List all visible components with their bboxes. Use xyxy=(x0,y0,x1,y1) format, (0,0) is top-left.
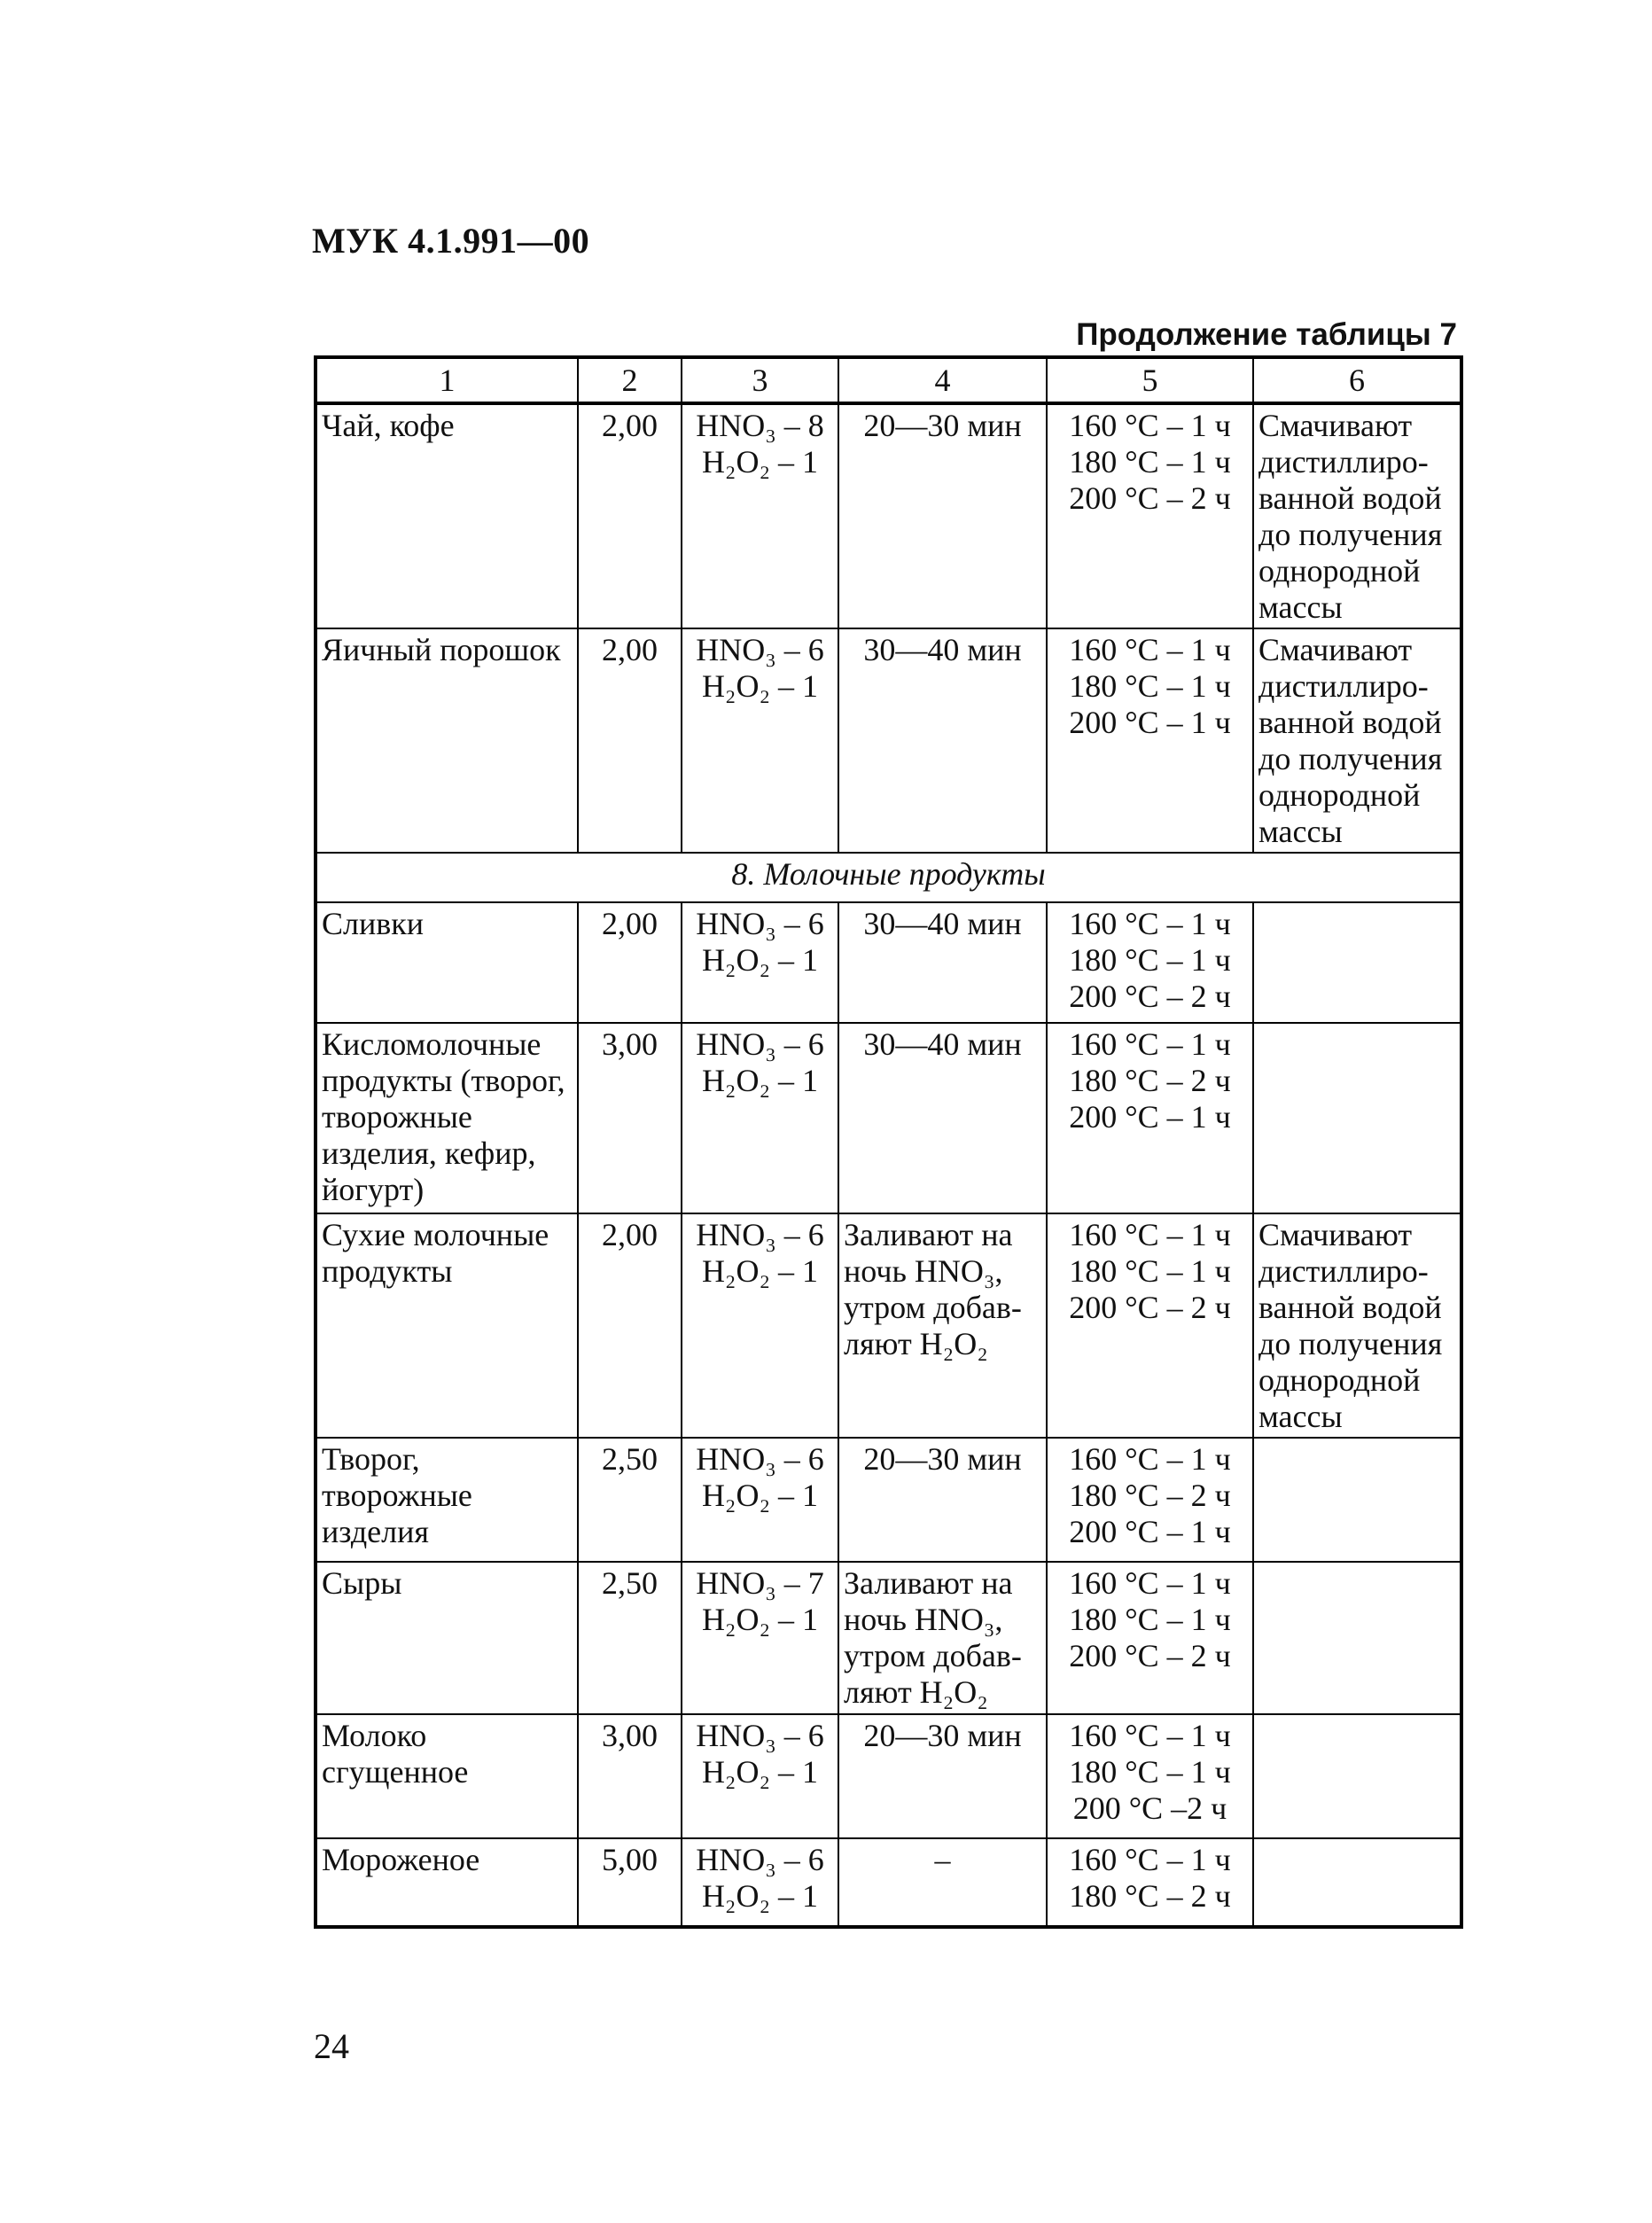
table-row xyxy=(316,1213,1461,1438)
product-cell: Творог, творожные изделия xyxy=(316,1438,578,1562)
reagent-cell xyxy=(682,1438,838,1562)
mass-cell: 2,50 xyxy=(578,1562,682,1714)
time-cell: 20—30 мин xyxy=(838,1438,1047,1562)
temperature-line: 180 °С – 1 ч xyxy=(1069,444,1231,480)
temperature-cell xyxy=(1047,902,1253,1023)
reagent-line: HNO₃ – 6 xyxy=(696,1026,824,1062)
reagent-cell xyxy=(682,1213,838,1438)
reagent-cell xyxy=(682,1023,838,1213)
table-row xyxy=(316,1838,1461,1927)
reagent-line: HNO₃ – 6 xyxy=(696,1441,824,1477)
reagent-cell xyxy=(682,1714,838,1838)
temperature-cell xyxy=(1047,628,1253,853)
section-title: 8. Молочные продукты xyxy=(316,853,1461,902)
product-cell: Чай, кофе xyxy=(316,403,578,628)
temperature-line: 200 °С – 2 ч xyxy=(1069,480,1231,516)
product-cell: Молоко сгущенное xyxy=(316,1714,578,1838)
column-header: 2 xyxy=(578,357,682,403)
table-row xyxy=(316,902,1461,1023)
reagent-cell xyxy=(682,1838,838,1927)
temperature-line: 200 °С – 1 ч xyxy=(1069,705,1231,740)
reagent-line: HNO₃ – 6 xyxy=(696,632,824,667)
product-cell: Кисломолочные продукты (творог, творожные изделия, кефир, йогурт) xyxy=(316,1023,578,1213)
time-cell: 30—40 мин xyxy=(838,628,1047,853)
temperature-line: 200 °С – 1 ч xyxy=(1069,1514,1231,1549)
product-cell: Сливки xyxy=(316,902,578,1023)
page-number: 24 xyxy=(314,2026,349,2066)
reagent-line: HNO₃ – 6 xyxy=(696,1842,824,1877)
mass-cell: 3,00 xyxy=(578,1714,682,1838)
reagent-line: HNO₃ – 6 xyxy=(696,1718,824,1753)
note-cell: Смачивают дистиллиро- ванной водой до получения однородной массы xyxy=(1253,403,1461,628)
product-cell: Мороженое xyxy=(316,1838,578,1927)
reagent-cell xyxy=(682,1562,838,1714)
temperature-line: 180 °С – 2 ч xyxy=(1069,1878,1231,1914)
reagent-cell xyxy=(682,902,838,1023)
reagent-line: HNO₃ – 8 xyxy=(696,408,824,443)
mass-cell: 3,00 xyxy=(578,1023,682,1213)
column-header: 3 xyxy=(682,357,838,403)
temperature-line: 160 °С – 1 ч xyxy=(1069,1842,1231,1877)
mass-cell: 2,00 xyxy=(578,403,682,628)
temperature-line: 160 °С – 1 ч xyxy=(1069,632,1231,667)
note-cell: Смачивают дистиллиро- ванной водой до получения однородной массы xyxy=(1253,628,1461,853)
reagent-line: HNO₃ – 6 xyxy=(696,1217,824,1252)
reagent-cell xyxy=(682,628,838,853)
mass-cell: 5,00 xyxy=(578,1838,682,1927)
temperature-line: 160 °С – 1 ч xyxy=(1069,1026,1231,1062)
note-cell xyxy=(1253,1838,1461,1927)
note-cell xyxy=(1253,902,1461,1023)
time-cell: 30—40 мин xyxy=(838,1023,1047,1213)
time-cell: 30—40 мин xyxy=(838,902,1047,1023)
note-cell xyxy=(1253,1438,1461,1562)
table-row xyxy=(316,1562,1461,1714)
table-row xyxy=(316,403,1461,628)
table-row xyxy=(316,1714,1461,1838)
temperature-line: 180 °С – 1 ч xyxy=(1069,1253,1231,1289)
temperature-cell xyxy=(1047,1213,1253,1438)
reagent-line: H₂O₂ – 1 xyxy=(701,1478,819,1513)
temperature-cell xyxy=(1047,1838,1253,1927)
product-cell: Сухие молочные продукты xyxy=(316,1213,578,1438)
temperature-line: 200 °С – 2 ч xyxy=(1069,979,1231,1014)
temperature-cell xyxy=(1047,403,1253,628)
temperature-line: 160 °С – 1 ч xyxy=(1069,1217,1231,1252)
product-cell: Яичный порошок xyxy=(316,628,578,853)
reagent-line: HNO₃ – 7 xyxy=(696,1565,824,1601)
temperature-cell xyxy=(1047,1438,1253,1562)
note-cell xyxy=(1253,1023,1461,1213)
column-header: 4 xyxy=(838,357,1047,403)
temperature-line: 200 °С –2 ч xyxy=(1072,1790,1227,1826)
table-row xyxy=(316,628,1461,853)
temperature-line: 160 °С – 1 ч xyxy=(1069,408,1231,443)
mass-cell: 2,00 xyxy=(578,1213,682,1438)
table-row xyxy=(316,1023,1461,1213)
mass-cell: 2,00 xyxy=(578,902,682,1023)
column-header: 1 xyxy=(316,357,578,403)
temperature-cell xyxy=(1047,1714,1253,1838)
temperature-cell xyxy=(1047,1023,1253,1213)
time-cell: – xyxy=(838,1838,1047,1927)
temperature-line: 180 °С – 2 ч xyxy=(1069,1478,1231,1513)
temperature-line: 200 °С – 1 ч xyxy=(1069,1099,1231,1135)
header-row xyxy=(316,357,1461,403)
note-cell xyxy=(1253,1714,1461,1838)
table-row xyxy=(316,1438,1461,1562)
table-caption: Продолжение таблицы 7 xyxy=(1076,317,1457,352)
temperature-line: 180 °С – 1 ч xyxy=(1069,668,1231,704)
column-header: 5 xyxy=(1047,357,1253,403)
reagent-line: H₂O₂ – 1 xyxy=(701,1754,819,1790)
temperature-line: 180 °С – 2 ч xyxy=(1069,1063,1231,1098)
column-header: 6 xyxy=(1253,357,1461,403)
reagent-line: H₂O₂ – 1 xyxy=(701,1063,819,1098)
section-row xyxy=(316,853,1461,902)
temperature-line: 160 °С – 1 ч xyxy=(1069,1565,1231,1601)
temperature-line: 160 °С – 1 ч xyxy=(1069,1441,1231,1477)
temperature-line: 180 °С – 1 ч xyxy=(1069,1602,1231,1637)
reagent-line: H₂O₂ – 1 xyxy=(701,942,819,978)
mass-cell: 2,50 xyxy=(578,1438,682,1562)
data-table xyxy=(314,355,1463,1929)
time-cell: 20—30 мин xyxy=(838,1714,1047,1838)
temperature-line: 200 °С – 2 ч xyxy=(1069,1638,1231,1673)
note-cell xyxy=(1253,1562,1461,1714)
reagent-line: H₂O₂ – 1 xyxy=(701,1878,819,1914)
reagent-line: H₂O₂ – 1 xyxy=(701,1602,819,1637)
time-cell: 20—30 мин xyxy=(838,403,1047,628)
reagent-line: HNO₃ – 6 xyxy=(696,906,824,941)
document-code: МУК 4.1.991—00 xyxy=(312,221,590,261)
time-cell: Заливают на ночь HNO₃, утром добав- ляют H₂O₂ xyxy=(838,1213,1047,1438)
temperature-line: 180 °С – 1 ч xyxy=(1069,942,1231,978)
temperature-line: 180 °С – 1 ч xyxy=(1069,1754,1231,1790)
temperature-cell xyxy=(1047,1562,1253,1714)
temperature-line: 160 °С – 1 ч xyxy=(1069,1718,1231,1753)
reagent-line: H₂O₂ – 1 xyxy=(701,1253,819,1289)
product-cell: Сыры xyxy=(316,1562,578,1714)
note-cell: Смачивают дистиллиро- ванной водой до получения однородной массы xyxy=(1253,1213,1461,1438)
mass-cell: 2,00 xyxy=(578,628,682,853)
temperature-line: 200 °С – 2 ч xyxy=(1069,1290,1231,1325)
temperature-line: 160 °С – 1 ч xyxy=(1069,906,1231,941)
time-cell: Заливают на ночь HNO₃, утром добав- ляют H₂O₂ xyxy=(838,1562,1047,1714)
reagent-line: H₂O₂ – 1 xyxy=(701,668,819,704)
reagent-line: H₂O₂ – 1 xyxy=(701,444,819,480)
reagent-cell xyxy=(682,403,838,628)
